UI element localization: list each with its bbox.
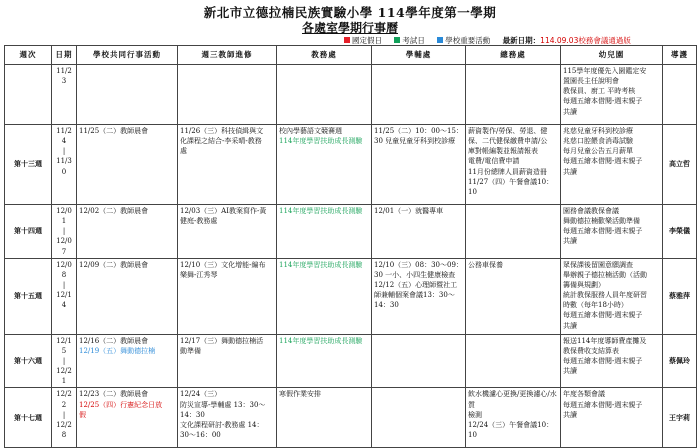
duty-cell: 王宇莉	[663, 388, 697, 448]
date-line: 12/01	[56, 207, 72, 226]
academic-line: 114年度學習扶助成長測驗	[279, 260, 363, 269]
date-line: |	[62, 280, 66, 289]
kinder-line: 每週五繪本借閱-週末親子	[563, 311, 643, 320]
week-cell: 第十四週	[5, 205, 52, 259]
header-academic: 教務處	[277, 46, 372, 65]
general-cell	[466, 388, 561, 448]
common-line: 12/02（二）教師晨會	[79, 207, 149, 215]
date-line: |	[62, 227, 66, 236]
common-line: 12/25（四）行憲紀念日放	[79, 400, 163, 409]
general-cell	[466, 334, 561, 388]
kinder-cell	[561, 258, 663, 334]
student-cell	[372, 388, 466, 448]
date-cell	[52, 65, 77, 125]
student-line: 11/25（二）10：00～15：	[374, 127, 463, 135]
kinder-line: 115學年度優先入園鑑定安	[563, 67, 647, 75]
training-line: 健庭-教務處	[180, 217, 218, 226]
kinder-cell	[561, 125, 663, 205]
kinder-line: 每週五繪本借閱-週末親子	[563, 400, 643, 409]
kinder-line: 每月兒童公告五月薪單	[563, 147, 633, 156]
academic-cell	[277, 65, 372, 125]
common-line: 12/16（二）教師晨會	[79, 336, 149, 345]
date-line: |	[62, 356, 66, 365]
training-line: 12/24（三）	[180, 390, 222, 399]
kinder-line: 每週五繪本借閱-週末親子	[563, 97, 643, 106]
date-cell	[52, 258, 77, 334]
table-row	[5, 65, 697, 125]
training-line: 文化課程研討-教務處 14：	[180, 420, 264, 429]
training-line: 動準備	[180, 346, 201, 355]
common-cell	[77, 334, 178, 388]
kinder-line: 每週五繪本借閱-週末親子	[563, 356, 643, 365]
header-kinder: 幼兒園	[561, 46, 663, 65]
legend-activity-label: 學校重要活動	[445, 36, 491, 45]
table-row	[5, 205, 697, 259]
training-line: 樂舞-江秀琴	[180, 270, 218, 279]
kinder-line: 兆慈兒童牙科到校診療	[563, 127, 633, 135]
week-cell: 第十六週	[5, 334, 52, 388]
kinder-line: 置園長主任說明會	[563, 77, 619, 86]
date-line: 11/23	[56, 67, 72, 86]
date-line: 12/14	[56, 291, 72, 310]
duty-cell: 蔡佩玲	[663, 334, 697, 388]
training-line: 處	[180, 147, 187, 156]
general-line: 電費/電信費申請	[468, 157, 520, 166]
header-date: 日期	[52, 46, 77, 65]
common-cell	[77, 65, 178, 125]
date-line: 11/24	[56, 127, 72, 146]
student-cell	[372, 334, 466, 388]
week-cell	[5, 65, 52, 125]
header-week: 週次	[5, 46, 52, 65]
date-cell	[52, 205, 77, 259]
training-cell	[178, 334, 277, 388]
duty-cell: 高立哲	[663, 125, 697, 205]
academic-line: 114年度學習扶助成長測驗	[279, 336, 363, 345]
academic-line: 114年度學習扶助成長測驗	[279, 207, 363, 215]
general-line: 檢測	[468, 410, 482, 419]
subtitle-text: 各處室學期行事曆	[301, 21, 398, 35]
common-line: 12/23（二）教師晨會	[79, 390, 149, 399]
student-line: 師兼輔個案會議13：30～	[374, 291, 455, 300]
date-line: 12/21	[56, 367, 72, 386]
header-duty: 導護	[663, 46, 697, 65]
student-line: 12/10（三）08：30～09：	[374, 260, 463, 269]
general-line: 飲水機濾心更換/更換濾心/水質	[468, 390, 557, 409]
kinder-line: 教保員、廚工 平時考核	[563, 87, 636, 96]
calendar-table	[4, 45, 697, 448]
academic-cell	[277, 388, 372, 448]
kinder-line: 教保費收支結算表	[563, 346, 619, 355]
general-line: 薪資製作/勞保、勞退、健	[468, 127, 548, 135]
date-line: |	[62, 410, 66, 419]
date-line: 12/28	[56, 420, 72, 439]
academic-cell	[277, 205, 372, 259]
training-cell	[178, 65, 277, 125]
kinder-cell	[561, 334, 663, 388]
green-square-icon	[394, 37, 400, 43]
kinder-line: 共讀	[563, 367, 577, 376]
student-cell	[372, 125, 466, 205]
date-line: 12/15	[56, 336, 72, 355]
kinder-line: 共讀	[563, 107, 577, 116]
common-line: 12/09（二）教師晨會	[79, 260, 149, 269]
training-line: 化課程之結合-李采晴-教務	[180, 137, 262, 146]
general-line: 11/27（四）午餐會議10：	[468, 177, 554, 186]
student-line: 14：30	[374, 301, 399, 310]
general-line: 公務車保養	[468, 260, 503, 269]
kinder-line: 共讀	[563, 410, 577, 419]
general-line: 保、二代健保繳費申請/公	[468, 137, 548, 146]
kinder-line: 兆慈口腔餵食消毒試驗	[563, 137, 633, 146]
common-cell	[77, 258, 178, 334]
last-update	[503, 36, 631, 45]
legend-holiday-label: 國定假日	[352, 36, 382, 45]
date-cell	[52, 125, 77, 205]
common-cell	[77, 205, 178, 259]
table-row	[5, 388, 697, 448]
duty-cell: 蔡雅萍	[663, 258, 697, 334]
general-line: 11月份總牌人員薪資造冊	[468, 167, 547, 176]
kinder-line: 共讀	[563, 167, 577, 176]
training-line: 11/26（三）科技偵緝與文	[180, 127, 264, 135]
general-line: 10	[468, 430, 477, 439]
student-cell	[372, 65, 466, 125]
page-subtitle	[0, 19, 700, 36]
academic-line: 114年度學習扶助成長測驗	[279, 137, 363, 146]
page-title: 新北市立德拉楠民族實驗小學 114學年度第一學期	[203, 5, 497, 20]
kinder-line: 眾保課後留園意願調查	[563, 260, 633, 269]
training-cell	[178, 258, 277, 334]
general-cell	[466, 205, 561, 259]
training-line: 12/17（三）舞動德拉楠活	[180, 336, 264, 345]
common-cell	[77, 388, 178, 448]
student-line: 12/12（五）心理師暨社工	[374, 280, 458, 289]
kinder-line: 園務會議教保會議	[563, 207, 619, 215]
training-cell	[178, 125, 277, 205]
kinder-line: 年度各類會議	[563, 390, 605, 399]
student-line: 30 兒童兒童牙科到校診療	[374, 137, 456, 146]
kinder-line: 每週五繪本借閱-週末親子	[563, 157, 643, 166]
kinder-cell	[561, 388, 663, 448]
academic-line: 寒假作業安排	[279, 390, 321, 399]
date-line: |	[62, 147, 66, 156]
general-line: 庫對帳編製並報請報表	[468, 147, 538, 156]
kinder-line: 籌備與規劃）	[563, 280, 605, 289]
table-row	[5, 334, 697, 388]
blue-square-icon	[437, 37, 443, 43]
date-line: 12/08	[56, 260, 72, 279]
training-line: 14：30	[180, 410, 205, 419]
training-line: 防災宣導-學輔處 13：30～	[180, 400, 266, 409]
common-line: 11/25（二）教師晨會	[79, 127, 149, 135]
date-cell	[52, 388, 77, 448]
training-line: 30～16：00	[180, 430, 221, 439]
last-update-label: 最新日期：	[502, 36, 541, 45]
student-line: 12/01（一）就醫專車	[374, 207, 444, 215]
kinder-line: 共讀	[563, 321, 577, 330]
general-cell	[466, 125, 561, 205]
kinder-cell	[561, 205, 663, 259]
legend-exam-label: 考試日	[402, 36, 425, 45]
header-common: 學校共同行事活動	[77, 46, 178, 65]
academic-cell	[277, 125, 372, 205]
common-line: 假	[79, 410, 86, 419]
training-cell	[178, 205, 277, 259]
student-cell	[372, 258, 466, 334]
header-student: 學輔處	[372, 46, 466, 65]
kinder-line: 共讀	[563, 237, 577, 246]
student-cell	[372, 205, 466, 259]
kinder-line: 統計教保服務人員年度研習	[563, 291, 647, 300]
common-cell	[77, 125, 178, 205]
academic-cell	[277, 334, 372, 388]
general-line: 12/24（三）午餐會議10：	[468, 420, 554, 429]
table-row	[5, 258, 697, 334]
date-line: 11/30	[56, 157, 72, 176]
kinder-line: 舉辦親子德拉楠活動（活動	[563, 270, 647, 279]
header-general: 總務處	[466, 46, 561, 65]
general-cell	[466, 258, 561, 334]
kinder-line: 舞動德拉楠歡樂活動準備	[563, 217, 640, 226]
common-line: 12/19（五）舞動德拉楠	[79, 346, 156, 355]
date-line: 12/22	[56, 390, 72, 409]
week-cell: 第十七週	[5, 388, 52, 448]
header-row	[5, 46, 697, 65]
general-line: 10	[468, 187, 477, 196]
kinder-line: 時數（每年18小時）	[563, 301, 628, 310]
table-row	[5, 125, 697, 205]
student-line: 30 一小、小四生健康檢查	[374, 270, 456, 279]
duty-cell	[663, 65, 697, 125]
kinder-line: 每週五繪本借閱-週末親子	[563, 227, 643, 236]
red-square-icon	[344, 37, 350, 43]
last-update-value: 114.09.03校務會議通過版	[540, 36, 631, 45]
academic-cell	[277, 258, 372, 334]
training-cell	[178, 388, 277, 448]
date-cell	[52, 334, 77, 388]
header-training: 週三教師進修	[178, 46, 277, 65]
duty-cell: 李榮儀	[663, 205, 697, 259]
week-cell: 第十五週	[5, 258, 52, 334]
training-line: 12/03（三）AI教案寫作-黃	[180, 207, 267, 215]
training-line: 12/10（三）文化增能-編布	[180, 260, 266, 269]
academic-line: 校內學藝語文競賽週	[279, 127, 342, 135]
date-line: 12/07	[56, 237, 72, 256]
kinder-line: 報送114年度導師費產攤及	[563, 336, 647, 345]
kinder-cell	[561, 65, 663, 125]
general-cell	[466, 65, 561, 125]
week-cell: 第十三週	[5, 125, 52, 205]
